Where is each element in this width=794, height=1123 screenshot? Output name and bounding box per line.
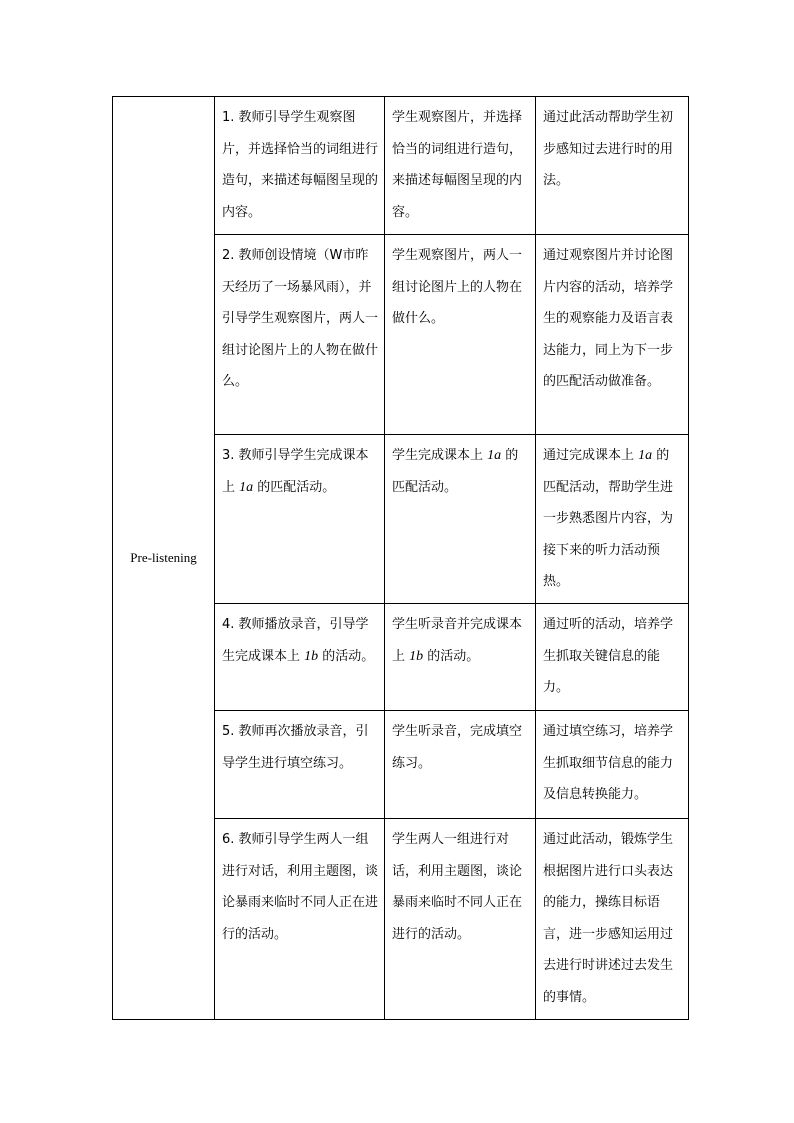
student-activity-cell: [385, 819, 536, 1020]
purpose-cell: [536, 711, 689, 819]
teacher-activity-cell: [215, 97, 385, 235]
textbook-section-code: 1a: [638, 448, 653, 463]
lesson-plan-table: [112, 96, 689, 1020]
student-activity-text: 学生听录音并完成课本上: [392, 617, 523, 664]
student-activity-cell: [385, 435, 536, 604]
teacher-activity-text: 4. 教师播放录音，引导学生完成课本上: [222, 617, 369, 664]
teacher-activity-cell: [215, 711, 385, 819]
teacher-activity-cell: [215, 435, 385, 604]
textbook-section-code: 1a: [487, 448, 502, 463]
stage-label: Pre-listening: [130, 550, 197, 566]
student-activity-cell: [385, 604, 536, 711]
teacher-activity-text-end: 的活动。: [318, 648, 375, 664]
student-activity-text-end: 的活动。: [423, 648, 480, 664]
student-activity-text: 学生两人一组进行对话，利用主题图，谈论暴雨来临时不同人正在进行的活动。: [392, 832, 523, 942]
purpose-text: 通过填空练习，培养学生抓取细节信息的能力及信息转换能力。: [543, 724, 674, 802]
teacher-activity-text-end: 的匹配活动。: [253, 479, 336, 495]
purpose-text: 通过此活动帮助学生初步感知过去进行时的用法。: [543, 110, 674, 188]
student-activity-cell: [385, 235, 536, 435]
purpose-text: 通过观察图片并讨论图片内容的活动，培养学生的观察能力及语言表达能力，同上为下一步的匹配活动做准备。: [543, 248, 674, 389]
purpose-cell: [536, 235, 689, 435]
textbook-section-code: 1b: [409, 648, 424, 664]
teacher-activity-text: 6. 教师引导学生两人一组进行对话，利用主题图，谈论暴雨来临时不同人正在进行的活动。: [222, 832, 379, 942]
purpose-text-end: 的匹配活动，帮助学生进一步熟悉图片内容，为接下来的听力活动预热。: [543, 448, 674, 589]
purpose-cell: [536, 435, 689, 604]
student-activity-text: 学生完成课本上: [392, 448, 488, 463]
teacher-activity-text: 1. 教师引导学生观察图片，并选择恰当的词组进行造句，来描述每幅图呈现的内容。: [222, 110, 379, 220]
student-activity-text: 学生听录音，完成填空练习。: [392, 724, 523, 771]
teacher-activity-text: 2. 教师创设情境（W市昨天经历了一场暴风雨），并引导学生观察图片，两人一组讨论图片上的人物在做什么。: [222, 248, 379, 389]
teacher-activity-text: 5. 教师再次播放录音，引导学生进行填空练习。: [222, 724, 369, 771]
textbook-section-code: 1b: [304, 648, 319, 664]
purpose-cell: [536, 819, 689, 1020]
purpose-text: 通过此活动，锻炼学生根据图片进行口头表达的能力，操练目标语言，进一步感知运用过去进行时讲述过去发生的事情。: [543, 832, 674, 1005]
stage-cell: [113, 97, 215, 1020]
student-activity-cell: [385, 97, 536, 235]
teacher-activity-cell: [215, 604, 385, 711]
teacher-activity-text: 3. 教师引导学生完成课本上: [222, 448, 369, 495]
textbook-section-code: 1a: [239, 479, 254, 495]
purpose-cell: [536, 604, 689, 711]
purpose-text: 通过听的活动，培养学生抓取关键信息的能力。: [543, 617, 674, 695]
purpose-cell: [536, 97, 689, 235]
student-activity-text-end: 的匹配活动。: [392, 448, 519, 495]
purpose-text: 通过完成课本上: [543, 448, 639, 463]
student-activity-text: 学生观察图片，两人一组讨论图片上的人物在做什么。: [392, 248, 523, 326]
student-activity-text: 学生观察图片，并选择恰当的词组进行造句，来描述每幅图呈现的内容。: [392, 110, 523, 220]
student-activity-cell: [385, 711, 536, 819]
teacher-activity-cell: [215, 235, 385, 435]
teacher-activity-cell: [215, 819, 385, 1020]
table-row: [113, 97, 689, 235]
